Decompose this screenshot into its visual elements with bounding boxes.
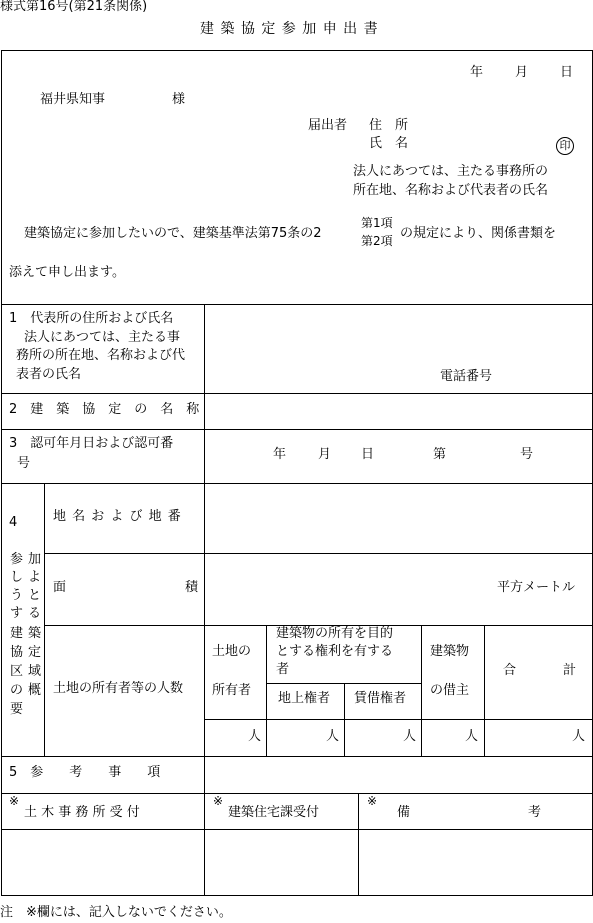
addressee: 福井県知事 [40, 92, 106, 107]
row3-year: 年 [273, 447, 287, 462]
date-year: 年 [470, 65, 484, 80]
applicant-label: 届出者 [308, 118, 348, 133]
owners-count-label: 土地の所有者等の人数 [53, 681, 184, 696]
row1-label-4: 表者の氏名 [16, 367, 82, 382]
form-number: 様式第16号(第21条関係) [0, 0, 148, 14]
row3-month: 月 [318, 447, 332, 462]
row3-dai: 第 [433, 447, 447, 462]
col-bldg-right-1: 建築物の所有を目的 [276, 626, 394, 641]
row1-label-2: 法人にあつては、主たる事 [24, 330, 181, 345]
col-surface-right: 地上権者 [278, 691, 331, 706]
col-borrower-1: 建築物 [430, 644, 470, 659]
col-borrower-2: の借主 [430, 683, 470, 698]
unit-lease: 人 [403, 729, 417, 744]
body-text-3: 添えて申し出ます。 [9, 265, 125, 280]
row1-label-3: 務所の所在地、名称および代 [16, 348, 186, 363]
row3-day: 日 [361, 447, 375, 462]
body-text-2: の規定により、関係書類を [400, 226, 557, 241]
area-unit: 平方メートル [497, 580, 576, 595]
housing-office-label: 建築住宅課受付 [228, 805, 320, 820]
col-land-owner-2: 所有者 [212, 683, 252, 698]
reference-label: 5 参 考 事 項 [9, 765, 161, 780]
col-land-owner-1: 土地の [212, 644, 252, 659]
row3-label-2: 号 [17, 456, 31, 471]
clause-2: 第2項 [361, 234, 393, 248]
clause-1: 第1項 [361, 216, 393, 230]
date-day: 日 [560, 65, 574, 80]
body-text-1: 建築協定に参加したいので、建築基準法第75条の2 [24, 226, 322, 241]
addressee-suffix: 様 [172, 92, 186, 107]
unit-borrower: 人 [465, 729, 479, 744]
remarks-label-1: 備 [397, 805, 411, 820]
name-label: 氏 名 [369, 136, 409, 151]
remarks-label-2: 考 [528, 805, 542, 820]
col-total-2: 計 [563, 663, 577, 678]
civil-office-label: 土 木 事 務 所 受 付 [24, 805, 140, 820]
area-label-2: 積 [185, 580, 199, 595]
seal-mark: 印 [556, 137, 574, 155]
col-lease-right: 賃借権者 [354, 691, 407, 706]
col-bldg-right-2: とする権利を有する [276, 644, 394, 659]
place-label: 地 名 お よ び 地 番 [53, 509, 182, 524]
corp-note-line-1: 法人にあつては、主たる事務所の [353, 164, 549, 179]
date-month: 月 [515, 65, 529, 80]
unit-surface: 人 [326, 729, 340, 744]
col-total-1: 合 [503, 663, 517, 678]
row4-number: 4 [9, 515, 18, 530]
remarks-mark: ※ [367, 794, 378, 808]
form-title: 建 築 協 定 参 加 申 出 書 [200, 21, 379, 37]
civil-office-mark: ※ [9, 794, 20, 808]
housing-office-mark: ※ [213, 794, 224, 808]
footnote: 注 ※欄には、記入しないでください。 [0, 905, 232, 920]
row3-label-1: 3 認可年月日および認可番 [9, 436, 174, 451]
row1-label-1: 1 代表所の住所および氏名 [9, 311, 174, 326]
col-bldg-right-3: 者 [276, 662, 290, 677]
unit-land-owner: 人 [248, 729, 262, 744]
agreement-name-label: 2 建 築 協 定 の 名 称 [9, 402, 200, 417]
row3-go: 号 [520, 447, 534, 462]
phone-label: 電話番号 [440, 369, 493, 384]
address-label: 住 所 [369, 118, 409, 133]
corp-note-line-2: 所在地、名称および代表者の氏名 [353, 183, 549, 198]
area-label-1: 面 [53, 580, 67, 595]
unit-total: 人 [572, 729, 586, 744]
